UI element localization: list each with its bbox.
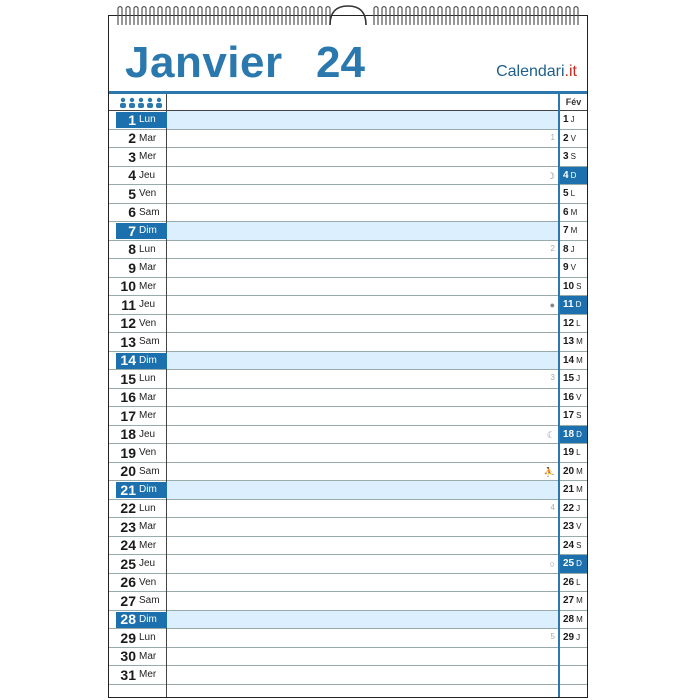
next-day-name: J bbox=[570, 244, 575, 254]
next-month-day bbox=[560, 130, 587, 149]
next-month-day bbox=[560, 389, 587, 408]
next-day-number: 18 bbox=[563, 428, 575, 440]
day-name: Sam bbox=[139, 595, 160, 607]
next-day-number: 12 bbox=[563, 317, 575, 329]
note-row[interactable] bbox=[167, 574, 558, 593]
day-name: Jeu bbox=[139, 169, 156, 181]
day-number: 25 bbox=[120, 555, 136, 572]
next-day-number: 16 bbox=[563, 391, 575, 403]
next-day-name: M bbox=[576, 337, 583, 347]
next-day-name: V bbox=[576, 392, 582, 402]
day-name: Mar bbox=[139, 521, 157, 533]
next-day-name: J bbox=[576, 374, 581, 384]
next-month-day bbox=[560, 444, 587, 463]
next-day-name: V bbox=[576, 522, 582, 532]
day-row bbox=[109, 148, 166, 167]
next-month-day bbox=[560, 352, 587, 371]
next-day-name: V bbox=[570, 263, 576, 273]
day-number: 1 bbox=[128, 111, 136, 128]
next-day-name: L bbox=[576, 577, 581, 587]
day-number: 9 bbox=[128, 259, 136, 276]
next-day-name: L bbox=[576, 318, 581, 328]
next-month-day bbox=[560, 611, 587, 630]
day-number: 30 bbox=[120, 648, 136, 665]
calendar-grid bbox=[109, 94, 587, 697]
note-row[interactable] bbox=[167, 370, 558, 389]
note-row[interactable] bbox=[167, 592, 558, 611]
note-row[interactable] bbox=[167, 241, 558, 260]
day-number: 15 bbox=[120, 370, 136, 387]
day-number: 8 bbox=[128, 241, 136, 258]
week-number: 4 bbox=[550, 502, 555, 512]
next-day-name: S bbox=[576, 281, 582, 291]
week-number: 1 bbox=[550, 132, 555, 142]
day-number: 4 bbox=[128, 167, 136, 184]
next-day-name: S bbox=[570, 152, 576, 162]
day-row bbox=[109, 537, 166, 556]
next-month-day bbox=[560, 463, 587, 482]
note-row[interactable] bbox=[167, 167, 558, 186]
next-month-day bbox=[560, 333, 587, 352]
day-row bbox=[109, 407, 166, 426]
day-row bbox=[109, 167, 166, 186]
day-row bbox=[109, 648, 166, 667]
next-day-name: J bbox=[576, 633, 581, 643]
day-name: Dim bbox=[139, 354, 157, 366]
day-name: Lun bbox=[139, 632, 156, 644]
next-day-name: M bbox=[570, 226, 578, 236]
next-day-number: 14 bbox=[563, 354, 575, 366]
notes-column bbox=[167, 94, 558, 697]
week-number: 3 bbox=[550, 373, 555, 382]
next-month-day bbox=[560, 222, 587, 241]
note-row[interactable] bbox=[167, 333, 558, 352]
people-group-icon bbox=[119, 97, 163, 109]
next-month-day bbox=[560, 370, 587, 389]
next-month-header bbox=[560, 94, 587, 111]
day-name: Mer bbox=[139, 280, 157, 292]
note-row[interactable] bbox=[167, 518, 558, 537]
day-number: 13 bbox=[120, 333, 136, 350]
day-row bbox=[109, 204, 166, 223]
note-row[interactable] bbox=[167, 352, 558, 371]
next-month-day bbox=[560, 241, 587, 260]
brand-logo bbox=[496, 63, 577, 81]
calendar-header bbox=[109, 26, 587, 92]
day-name: Lun bbox=[139, 114, 156, 126]
next-day-number: 13 bbox=[563, 336, 575, 348]
day-row bbox=[109, 315, 166, 334]
day-name: Mar bbox=[139, 391, 157, 403]
day-number: 24 bbox=[120, 537, 136, 554]
day-name: Sam bbox=[139, 336, 160, 348]
day-row bbox=[109, 574, 166, 593]
day-number: 10 bbox=[120, 278, 136, 295]
day-number: 29 bbox=[120, 629, 136, 646]
day-number: 18 bbox=[120, 426, 136, 443]
next-month-column bbox=[558, 94, 587, 697]
note-row[interactable] bbox=[167, 426, 558, 445]
note-row[interactable] bbox=[167, 629, 558, 648]
next-month-day bbox=[560, 629, 587, 648]
day-number: 23 bbox=[120, 518, 136, 535]
next-day-number: 17 bbox=[563, 410, 575, 422]
next-day-number: 2 bbox=[563, 132, 569, 144]
next-month-day bbox=[560, 500, 587, 519]
day-row bbox=[109, 629, 166, 648]
day-name: Lun bbox=[139, 502, 156, 514]
day-row bbox=[109, 111, 166, 130]
note-row[interactable] bbox=[167, 259, 558, 278]
next-month-day bbox=[560, 278, 587, 297]
next-day-number: 28 bbox=[563, 613, 575, 625]
day-column-header bbox=[109, 94, 166, 111]
next-day-name: L bbox=[570, 189, 576, 199]
day-row bbox=[109, 278, 166, 297]
moon-phase-icon: ⛹ bbox=[543, 466, 555, 477]
next-day-number: 29 bbox=[563, 632, 575, 644]
day-name: Mar bbox=[139, 262, 157, 274]
note-row[interactable] bbox=[167, 111, 558, 130]
day-row bbox=[109, 555, 166, 574]
note-row[interactable] bbox=[167, 611, 558, 630]
day-number: 22 bbox=[120, 500, 136, 517]
note-row[interactable] bbox=[167, 315, 558, 334]
next-day-number: 27 bbox=[563, 595, 575, 607]
next-day-number: 20 bbox=[563, 465, 575, 477]
brand-tld: .it bbox=[564, 63, 577, 80]
day-row bbox=[109, 352, 166, 371]
day-row bbox=[109, 518, 166, 537]
day-number: 12 bbox=[120, 315, 136, 332]
day-name: Sam bbox=[139, 465, 160, 477]
note-row[interactable] bbox=[167, 444, 558, 463]
next-month-day bbox=[560, 426, 587, 445]
next-month-day bbox=[560, 574, 587, 593]
day-name: Ven bbox=[139, 576, 157, 588]
day-name: Jeu bbox=[139, 558, 156, 570]
day-row bbox=[109, 666, 166, 685]
next-month-day bbox=[560, 204, 587, 223]
next-month-day bbox=[560, 481, 587, 500]
next-day-number: 24 bbox=[563, 539, 575, 551]
next-day-number: 1 bbox=[563, 114, 569, 126]
day-name: Mer bbox=[139, 539, 157, 551]
day-name: Dim bbox=[139, 613, 157, 625]
next-day-number: 6 bbox=[563, 206, 569, 218]
day-row bbox=[109, 481, 166, 500]
next-day-number: 11 bbox=[563, 299, 574, 311]
next-day-name: M bbox=[576, 355, 583, 365]
year-title: 24 bbox=[316, 38, 365, 87]
next-day-name: D bbox=[576, 429, 582, 439]
note-row[interactable] bbox=[167, 278, 558, 297]
next-month-label: Fév bbox=[565, 97, 582, 107]
day-row bbox=[109, 296, 166, 315]
day-row bbox=[109, 389, 166, 408]
day-row bbox=[109, 611, 166, 630]
next-day-number: 10 bbox=[563, 280, 575, 292]
note-row[interactable] bbox=[167, 389, 558, 408]
next-month-day bbox=[560, 315, 587, 334]
note-row[interactable] bbox=[167, 130, 558, 149]
next-day-name: M bbox=[576, 614, 583, 624]
note-row[interactable] bbox=[167, 481, 558, 500]
day-number: 26 bbox=[120, 574, 136, 591]
day-number: 20 bbox=[120, 463, 136, 480]
week-number: 2 bbox=[550, 243, 555, 253]
next-day-name: V bbox=[570, 133, 576, 143]
note-row[interactable] bbox=[167, 407, 558, 426]
month-title: Janvier bbox=[125, 38, 283, 87]
day-row bbox=[109, 222, 166, 241]
next-day-name: L bbox=[576, 448, 581, 458]
next-day-name: J bbox=[576, 503, 581, 513]
day-row bbox=[109, 500, 166, 519]
day-name: Mar bbox=[139, 650, 157, 662]
next-month-day bbox=[560, 185, 587, 204]
day-row bbox=[109, 592, 166, 611]
day-number: 31 bbox=[120, 666, 136, 683]
day-name: Dim bbox=[139, 484, 157, 496]
day-row bbox=[109, 463, 166, 482]
note-row[interactable] bbox=[167, 555, 558, 574]
day-row bbox=[109, 333, 166, 352]
day-number: 28 bbox=[120, 611, 136, 628]
day-number: 21 bbox=[120, 481, 136, 498]
day-name: Lun bbox=[139, 373, 156, 385]
note-row[interactable] bbox=[167, 666, 558, 685]
day-number: 6 bbox=[128, 204, 136, 221]
next-day-name: M bbox=[576, 485, 583, 495]
day-number: 5 bbox=[128, 185, 136, 202]
day-name: Mar bbox=[139, 132, 157, 144]
note-row[interactable] bbox=[167, 222, 558, 241]
day-row bbox=[109, 426, 166, 445]
day-number: 3 bbox=[128, 148, 136, 165]
next-day-number: 22 bbox=[563, 502, 575, 514]
day-row bbox=[109, 185, 166, 204]
day-number: 16 bbox=[120, 389, 136, 406]
day-column bbox=[109, 94, 167, 697]
moon-phase-icon: ● bbox=[549, 300, 555, 310]
next-day-number: 4 bbox=[563, 169, 569, 181]
next-day-number: 9 bbox=[563, 262, 569, 274]
day-name: Jeu bbox=[139, 428, 156, 440]
next-day-number: 19 bbox=[563, 447, 575, 459]
next-day-number: 7 bbox=[563, 225, 569, 237]
day-number: 11 bbox=[121, 296, 136, 313]
note-row[interactable] bbox=[167, 296, 558, 315]
next-month-day bbox=[560, 148, 587, 167]
day-name: Ven bbox=[139, 188, 157, 200]
brand-main: Calendari bbox=[496, 63, 565, 80]
next-month-day bbox=[560, 111, 587, 130]
day-name: Dim bbox=[139, 225, 157, 237]
next-month-day bbox=[560, 518, 587, 537]
next-day-name: S bbox=[576, 540, 582, 550]
day-number: 7 bbox=[128, 222, 136, 239]
day-name: Ven bbox=[139, 447, 157, 459]
note-row[interactable] bbox=[167, 648, 558, 667]
next-month-day bbox=[560, 592, 587, 611]
day-name: Lun bbox=[139, 243, 156, 255]
next-day-number: 15 bbox=[563, 373, 575, 385]
note-row[interactable] bbox=[167, 204, 558, 223]
next-month-day bbox=[560, 296, 587, 315]
next-day-number: 3 bbox=[563, 151, 569, 163]
next-day-name: S bbox=[576, 411, 582, 421]
note-row[interactable] bbox=[167, 537, 558, 556]
day-number: 19 bbox=[120, 444, 136, 461]
next-day-name: M bbox=[570, 207, 578, 217]
next-month-empty bbox=[560, 648, 587, 667]
day-row bbox=[109, 444, 166, 463]
day-row bbox=[109, 241, 166, 260]
note-row[interactable] bbox=[167, 148, 558, 167]
next-day-number: 21 bbox=[563, 484, 575, 496]
moon-phase-icon: ☽ bbox=[546, 170, 555, 181]
next-day-number: 26 bbox=[563, 576, 575, 588]
day-name: Mer bbox=[139, 669, 157, 681]
week-number: 5 bbox=[550, 632, 555, 641]
note-row[interactable] bbox=[167, 500, 558, 519]
day-number: 2 bbox=[128, 130, 136, 147]
day-row bbox=[109, 370, 166, 389]
next-day-number: 8 bbox=[563, 243, 569, 255]
next-month-day bbox=[560, 537, 587, 556]
note-row[interactable] bbox=[167, 185, 558, 204]
moon-phase-icon: ○ bbox=[549, 559, 555, 569]
next-month-day bbox=[560, 555, 587, 574]
next-day-name: M bbox=[576, 466, 583, 476]
next-day-name: M bbox=[576, 596, 583, 606]
next-month-day bbox=[560, 167, 587, 186]
note-row[interactable] bbox=[167, 463, 558, 482]
next-day-number: 23 bbox=[563, 521, 575, 533]
next-month-day bbox=[560, 259, 587, 278]
day-row bbox=[109, 130, 166, 149]
next-day-number: 5 bbox=[563, 188, 569, 200]
day-name: Ven bbox=[139, 317, 157, 329]
day-name: Mer bbox=[139, 151, 157, 163]
day-name: Sam bbox=[139, 206, 160, 218]
next-day-name: J bbox=[570, 115, 575, 125]
next-day-name: D bbox=[570, 170, 577, 180]
next-month-empty bbox=[560, 666, 587, 685]
day-number: 27 bbox=[120, 592, 136, 609]
next-day-name: D bbox=[576, 559, 582, 569]
next-day-name: D bbox=[575, 300, 582, 310]
next-day-number: 25 bbox=[563, 558, 575, 570]
day-row bbox=[109, 259, 166, 278]
day-name: Mer bbox=[139, 410, 157, 422]
notes-column-header bbox=[167, 94, 558, 111]
day-name: Jeu bbox=[139, 299, 156, 311]
next-month-day bbox=[560, 407, 587, 426]
moon-phase-icon: ☾ bbox=[546, 429, 555, 440]
day-number: 17 bbox=[120, 407, 136, 424]
spiral-binding-icon bbox=[108, 4, 588, 26]
day-number: 14 bbox=[120, 352, 136, 369]
